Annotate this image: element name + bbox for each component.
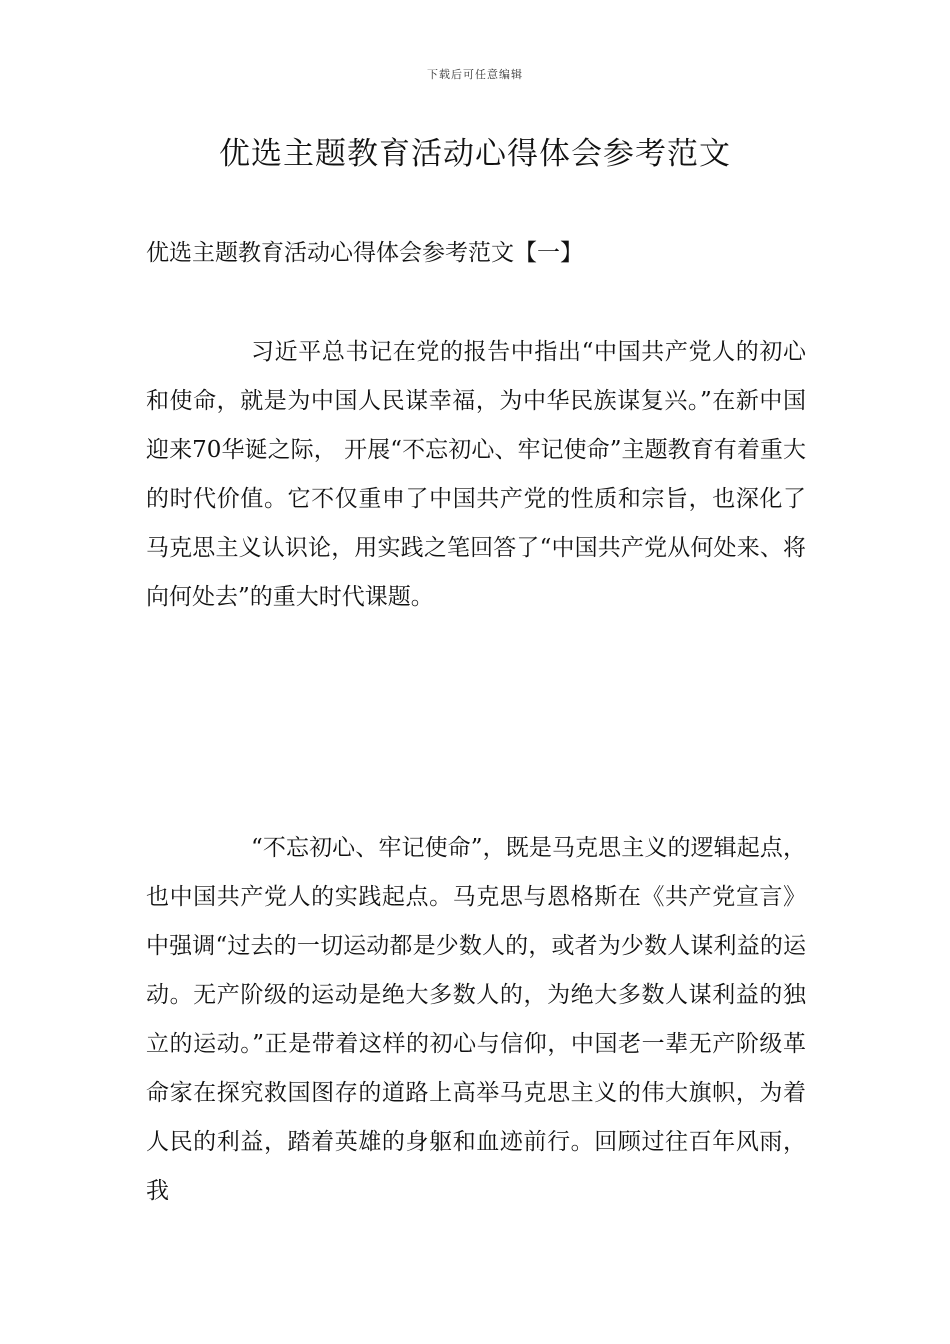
paragraph-1: 习近平总书记在党的报告中指出“中国共产党人的初心和使命，就是为中国人民谋幸福，为中华民族谋复兴。”在新中国迎来70华诞之际， 开展“不忘初心、牢记使命”主题教育有着重大的时代价值。它不仅重申了中国共产党的性质和宗旨，也深化了马克思主义认识论，用实践之笔回答了“中国共产党从何处来、将向何处去”的重大时代课题。	[146, 339, 806, 610]
header-note: 下载后可任意编辑	[427, 68, 523, 81]
paragraph-2: “不忘初心、牢记使命”，既是马克思主义的逻辑起点，也中国共产党人的实践起点。马克思与恩格斯在《共产党宣言》中强调“过去的一切运动都是少数人的，或者为少数人谋利益的运动。无产阶级的运动是绝大多数人的，为绝大多数人谋利益的独立的运动。”正是带着这样的初心与信仰，中国老一辈无产阶级革命家在探究救国图存的道路上高举马克思主义的伟大旗帜，为着人民的利益，踏着英雄的身躯和血迹前行。回顾过往百年风雨，我	[146, 835, 806, 1204]
document-title: 优选主题教育活动心得体会参考范文	[219, 136, 731, 172]
section-heading: 优选主题教育活动心得体会参考范文【一】	[146, 240, 583, 266]
